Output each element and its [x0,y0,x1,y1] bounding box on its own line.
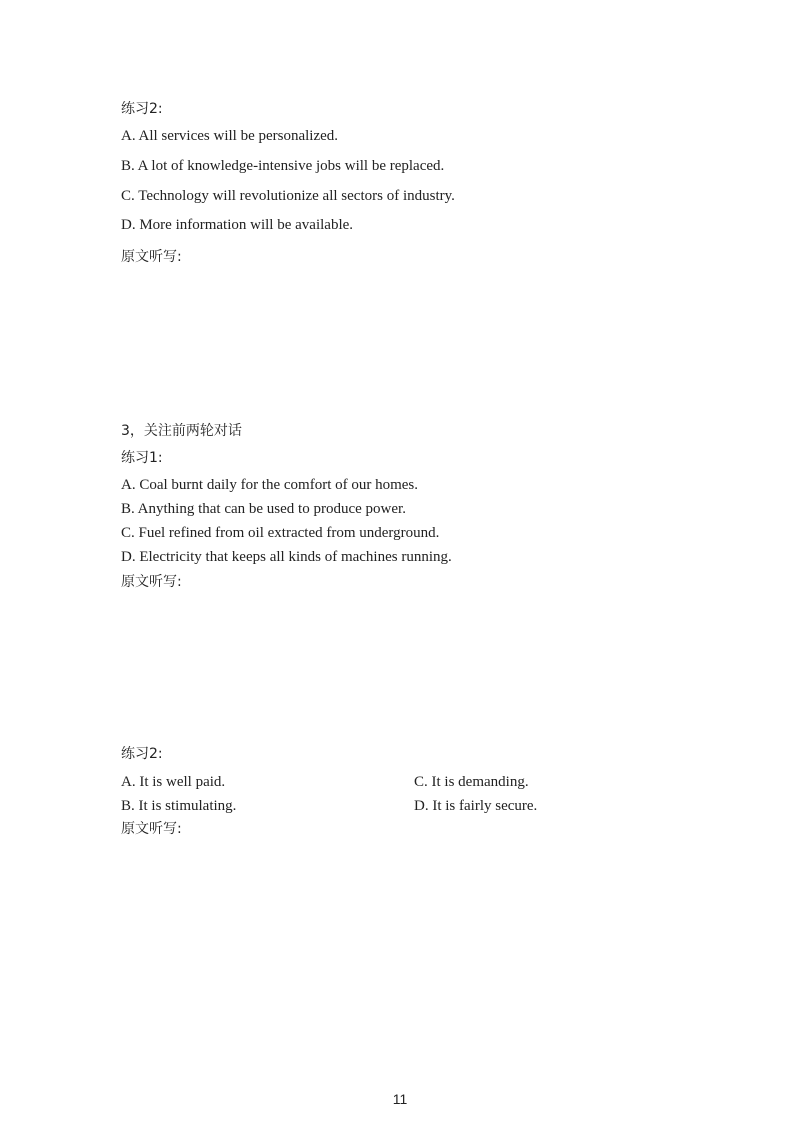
option-b: B. A lot of knowledge-intensive jobs will be replaced. [121,158,445,174]
option-d: D. Electricity that keeps all kinds of machines running. [121,549,452,565]
option-a: A. All services will be personalized. [121,128,339,144]
option-c: C. Technology will revolutionize all sectors of industry. [121,188,455,204]
option-a: A. Coal burnt daily for the comfort of our homes. [121,477,419,493]
option-d: D. It is fairly secure. [414,798,538,814]
option-c: C. It is demanding. [414,774,529,790]
option-c: C. Fuel refined from oil extracted from underground. [121,525,440,541]
option-b: B. It is stimulating. [121,798,237,814]
transcript-label: 原文听写: [121,574,182,590]
option-d: D. More information will be available. [121,217,354,233]
option-b: B. Anything that can be used to produce power. [121,501,406,517]
page-number: 11 [392,1091,408,1107]
transcript-label: 原文听写: [121,821,182,837]
section-3-title: 3，关注前两轮对话 [121,423,242,439]
option-a: A. It is well paid. [121,774,226,790]
transcript-label: 原文听写: [121,249,182,265]
exercise-2-heading: 练习2: [121,101,163,117]
exercise-1-heading: 练习1: [121,450,163,466]
exercise-2-heading: 练习2: [121,746,163,762]
